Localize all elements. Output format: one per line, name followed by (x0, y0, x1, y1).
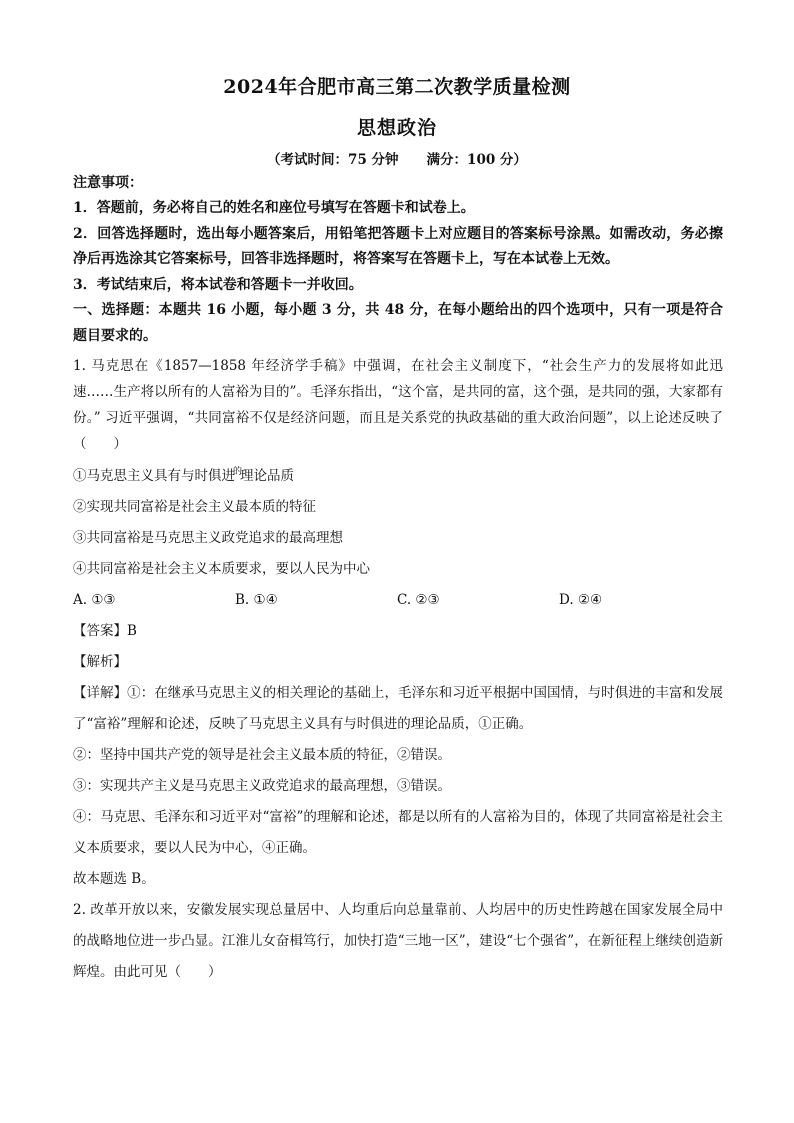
question-1-answer (73, 616, 723, 647)
question-1-option-3: ③共同富裕是马克思主义政党追求的最高理想 (73, 530, 343, 546)
question-2-stem: 2. 改革开放以来，安徽发展实现总量居中、人均重后向总量靠前、人均居中的历史性跨越在国家发展全局中的战略地位进一步凸显。江淮儿女奋楫笃行，加快打造“三地一区”，建设“七个强省”，在新征程上继续创造新辉煌。由此可见（ ） (73, 902, 723, 980)
exam-body (73, 171, 723, 988)
detail-1 (73, 678, 723, 740)
question-1-conclusion: 故本题选 B。 (73, 871, 155, 887)
choice-b: B. ①④ (235, 592, 278, 608)
analysis-label: 【解析】 (73, 654, 127, 670)
question-1-option-1 (73, 457, 723, 492)
detail-label: 【详解】 (73, 685, 128, 701)
question-1-option-4: ④共同富裕是社会主义本质要求，要以人民为中心 (73, 561, 370, 577)
subject-title: 思想政治 (356, 117, 437, 139)
detail-1-text: ①：在继承马克思主义的相关理论的基础上，毛泽东和习近平根据中国国情，与时俱进的丰富和发展了“富裕”理解和论述，反映了马克思主义具有与时俱进的理论品质，①正确。 (73, 685, 724, 732)
exam-info (0, 148, 794, 168)
choice-a: A. ①③ (73, 592, 116, 608)
detail-2: ②：坚持中国共产党的领导是社会主义最本质的特征，②错误。 (73, 747, 451, 763)
section-title: 一、选择题：本题共 16 小题，每小题 3 分，共 48 分，在每小题给出的四个选项中，只有一项是符合题目要求的。 (73, 302, 723, 344)
detail-4: ④：马克思、毛泽东和习近平对“富裕”的理解和论述，都是以所有的人富裕为目的，体现了共同富裕是社会主义本质要求，要以人民为中心，④正确。 (73, 809, 723, 856)
choice-d: D. ②④ (559, 592, 603, 608)
question-1-choices (73, 585, 723, 616)
answer-label: 【答案】 (73, 623, 127, 639)
option-1-text-a: ①马克思主义具有与时俱进 (73, 468, 235, 484)
detail-3: ③：实现共产主义是马克思主义政党追求的最高理想，③错误。 (73, 778, 451, 794)
notice-item-1: 1．答题前，务必将自己的姓名和座位号填写在答题卡和试卷上。 (73, 200, 475, 216)
notice-item-3: 3．考试结束后，将本试卷和答题卡一并收回。 (73, 276, 363, 293)
notice-heading: 注意事项： (73, 175, 143, 191)
exam-time: （考试时间：75 分钟 (267, 152, 399, 168)
full-score: 满分：100 分） (426, 152, 527, 168)
option-1-text-b: 理论品质 (240, 468, 295, 484)
option-1-stray-mark: 的 (233, 467, 243, 477)
question-1-stem: 1. 马克思在《1857—1858 年经济学手稿》中强调，在社会主义制度下，“社会生产力的发展将如此迅速……生产将以所有的人富裕为目的”。毛泽东指出，“这个富，是共同的富，这个强，是共同的强，大家都有份。” 习近平强调，“共同富裕不仅是经济问题，而且是关系党的执政基础的重大政治问题”，以上论述反映了（ ） (73, 358, 723, 452)
choice-c: C. ②③ (397, 592, 440, 608)
question-1-option-2: ②实现共同富裕是社会主义最本质的特征 (73, 499, 316, 515)
answer-value: B (127, 623, 137, 639)
notice-item-2: 2．回答选择题时，选出每小题答案后，用铅笔把答题卡上对应题目的答案标号涂黑。如需改动，务必擦净后再选涂其它答案标号，回答非选择题时，将答案写在答题卡上，写在本试卷上无效。 (73, 225, 723, 267)
exam-title: 2024年合肥市高三第二次教学质量检测 (223, 76, 571, 98)
